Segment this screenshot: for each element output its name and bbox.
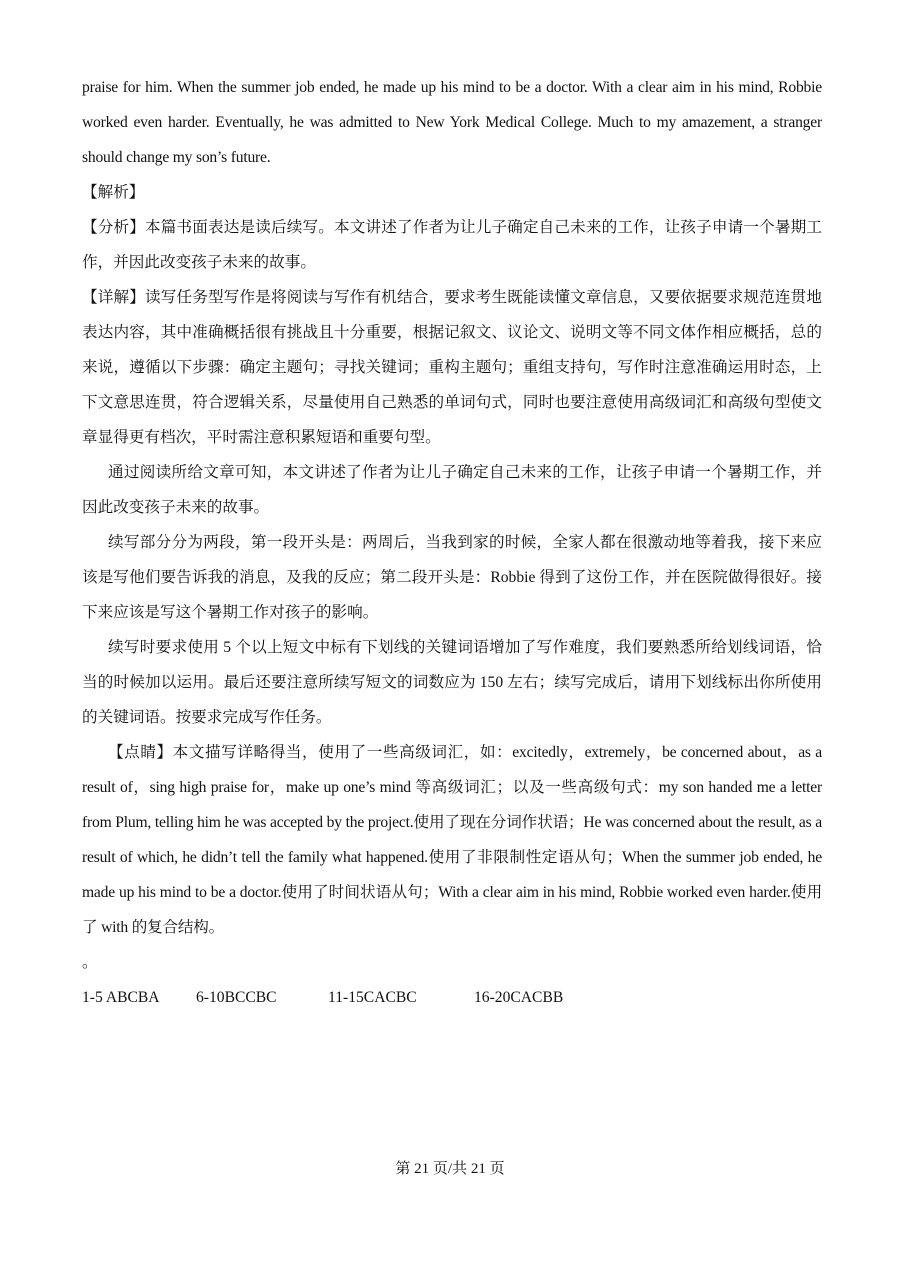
paragraph-reading: 通过阅读所给文章可知，本文讲述了作者为让儿子确定自己未来的工作，让孩子申请一个暑期工作，并因此改变孩子未来的故事。 xyxy=(82,464,822,516)
answer-group-1: 1-5 ABCBA xyxy=(82,989,160,1006)
document-body xyxy=(82,70,822,1015)
paragraph-xiangjie: 【详解】读写任务型写作是将阅读与写作有机结合，要求考生既能读懂文章信息，又要依据要求规范连贯地表达内容，其中准确概括很有挑战且十分重要，根据记叙文、议论文、说明文等不同文体作相应概括，总的来说，遵循以下步骤：确定主题句；寻找关键词；重构主题句；重组支持句，写作时注意准确运用时态，上下文意思连贯，符合逻辑关系，尽量使用自己熟悉的单词句式，同时也要注意使用高级词汇和高级句型使文章显得更有档次，平时需注意积累短语和重要句型。 xyxy=(82,289,822,446)
answer-key xyxy=(82,980,822,1015)
paragraph-dianjing: 【点睛】本文描写详略得当，使用了一些高级词汇，如：excitedly，extremely，be concerned about，as a result of，sing high praise for，make up one’s mind 等高级词汇；以及一些高级句式：my son handed me a letter from Plum, telling him he was accepted by the project.使用了现在分词作状语；He was concerned about the result, as a result of which, he didn’t tell the family what happened.使用了非限制性定语从句；When the summer job ended, he made up his mind to be a doctor.使用了时间状语从句；With a clear aim in his mind, Robbie worked even harder.使用了 with 的复合结构。 xyxy=(82,744,822,936)
paragraph-continuation: 续写部分分为两段，第一段开头是：两周后，当我到家的时候，全家人都在很激动地等着我，接下来应该是写他们要告诉我的消息，及我的反应；第二段开头是：Robbie 得到了这份工作，并在医院做得很好。接下来应该是写这个暑期工作对孩子的影响。 xyxy=(82,534,822,621)
paragraph-requirements: 续写时要求使用 5 个以上短文中标有下划线的关键词语增加了写作难度，我们要熟悉所给划线词语，恰当的时候加以运用。最后还要注意所续写短文的词数应为 150 左右；续写完成后，请用下划线标出你所使用的关键词语。按要求完成写作任务。 xyxy=(82,639,822,726)
paragraph-essay-ending: praise for him. When the summer job ended, he made up his mind to be a doctor. With a clear aim in his mind, Robbie worked even harder. Eventually, he was admitted to New York Medical College. Much to my amazement, a stranger should change my son’s future. xyxy=(82,79,822,166)
paragraph-fenxi: 【分析】本篇书面表达是读后续写。本文讲述了作者为让儿子确定自己未来的工作，让孩子申请一个暑期工作，并因此改变孩子未来的故事。 xyxy=(82,219,822,271)
answer-group-3: 11-15CACBC xyxy=(328,989,417,1006)
heading-analysis: 【解析】 xyxy=(82,184,145,201)
period-mark: 。 xyxy=(82,954,98,971)
answer-group-4: 16-20CACBB xyxy=(474,989,564,1006)
answer-group-2: 6-10BCCBC xyxy=(196,989,277,1006)
page-footer: 第 21 页/共 21 页 xyxy=(395,1161,505,1177)
